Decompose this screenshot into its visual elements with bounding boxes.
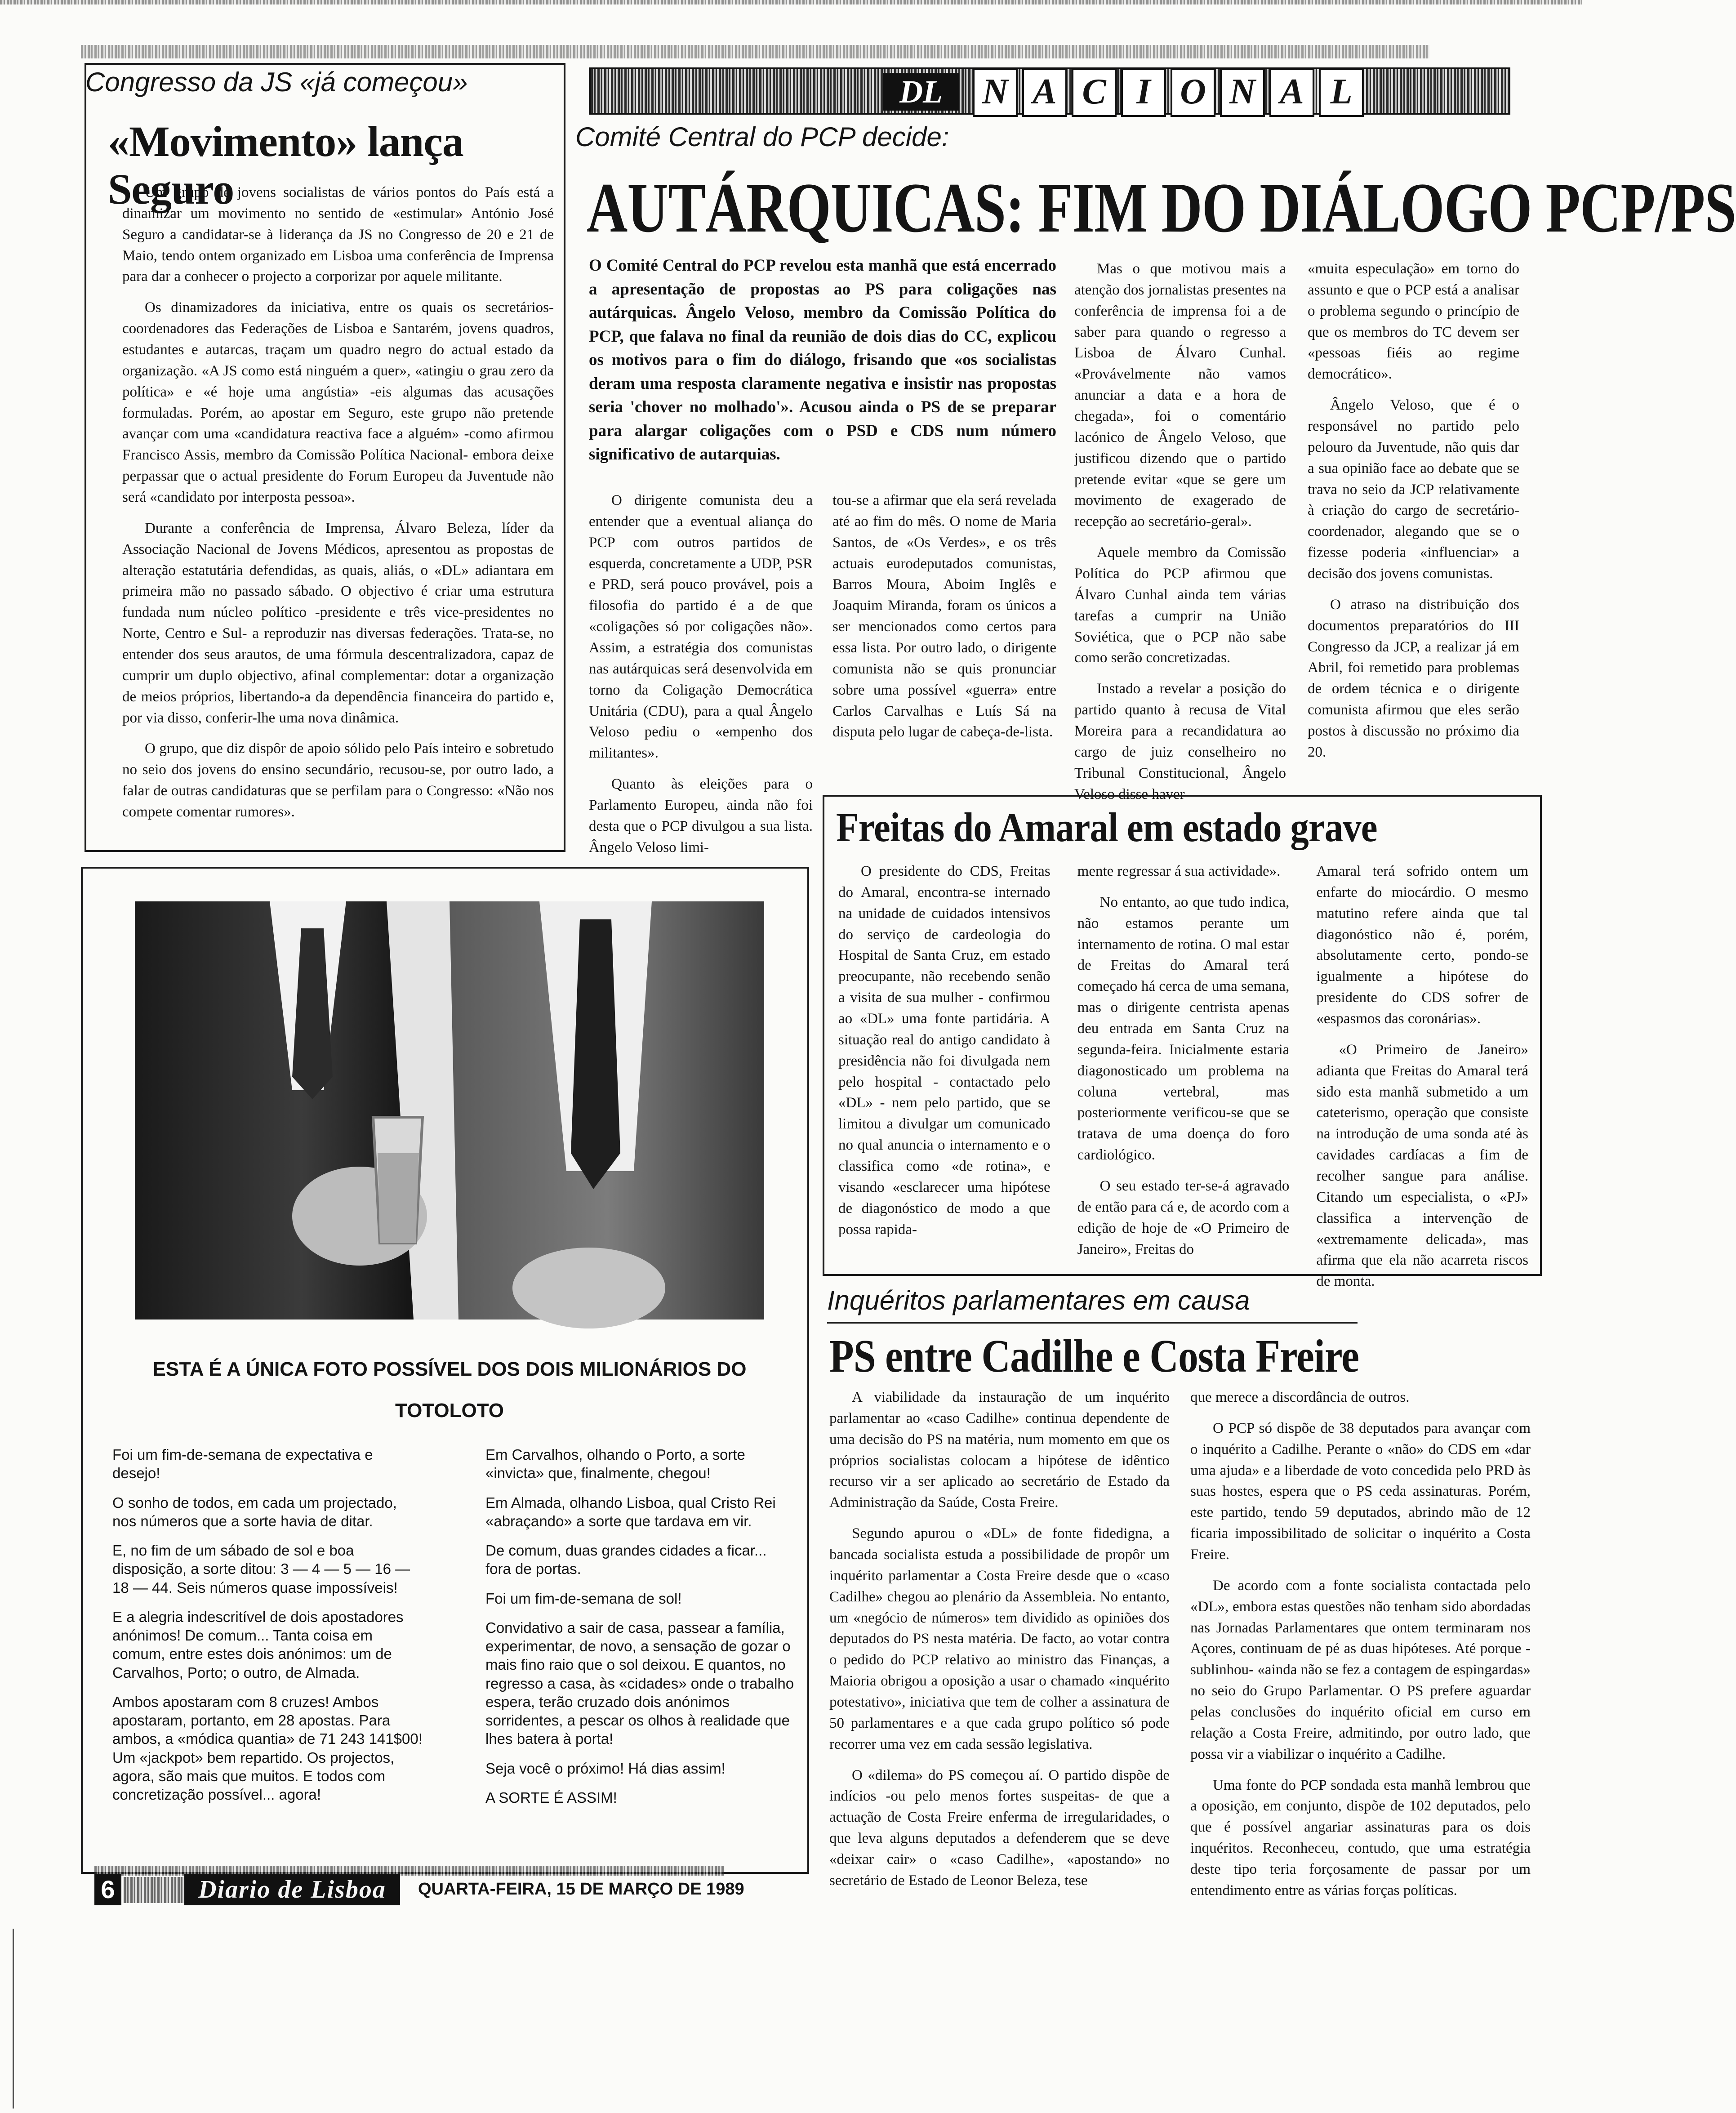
freitas-body [838, 861, 1529, 1290]
cadilhe-paragraph: que merece a discordância de outros. [1190, 1389, 1410, 1405]
js-column [122, 182, 554, 843]
pcp-paragraph: Ângelo Veloso, que é o responsável no partido pelo pelouro da Juventude, não quis dar a sua opinião face ao debate que se trava no seio da JCP relativamente à criação do cargo de secretário-coordenador, alegando que se o fizesse poderia «influenciar» a decisão dos jovens comunistas. [1308, 397, 1519, 582]
totoloto-line: O sonho de todos, em cada um projectado, nos números que a sorte havia de ditar. [112, 1494, 397, 1529]
freitas-paragraph: No entanto, ao que tudo indica, não estamos perante um internamento de rotina. O mal estar de Freitas do Amaral terá começado há cerca de uma semana, mas o dirigente centrista apenas deu entrada em Santa Cruz na segunda-feira. Inicialmente estaria diagonosticado um problema na coluna vertebral, mas posteriormente verificou-se que se tratava de uma doença do foro cardiológico. [1077, 894, 1290, 1163]
pcp-body-right [1074, 259, 1519, 802]
cadilhe-paragraph: Segundo apurou o «DL» de fonte fidedigna, a bancada socialista estuda a possibilidade de propôr um inquérito parlamentar a Costa Freire desde que o «caso Cadilhe» chegou ao plenário da Assembleia. No entanto, um «negócio de números» tem dividido as opiniões dos deputados do PS nesta matéria. De facto, ao votar contra o pedido do PCP relativo ao ministro das Finanças, a Maioria obrigou a oposição a usar o chamado «inquérito potestativo», iniciativa que tem de colher a assinatura de 50 parlamentares e a que cada grupo político só pode recorrer uma vez em cada sessão legislativa. [829, 1525, 1170, 1752]
totoloto-line: E, no fim de um sábado de sol e boa disposição, a sorte ditou: 3 — 4 — 5 — 16 — 18 — 44. Seis números quase impossíveis! [112, 1542, 410, 1596]
freitas-column [838, 861, 1051, 1266]
pcp-column [1308, 259, 1519, 789]
section-letter: N [1220, 68, 1265, 117]
js-headline: «Movimento» lança Seguro [108, 117, 463, 213]
totoloto-column-left [112, 1445, 423, 1859]
js-kicker: Congresso da JS «já começou» [85, 67, 468, 97]
freitas-paragraph: O seu estado ter-se-á agravado de então para cá e, de acordo com a edição de hoje de «O Primeiro de Janeiro», Freitas do [1077, 1178, 1290, 1257]
pcp-column [589, 490, 813, 863]
totoloto-line: Foi um fim-de-semana de expectativa e desejo! [112, 1446, 373, 1482]
js-body [122, 182, 554, 843]
cadilhe-paragraph: Uma fonte do PCP sondada esta manhã lembrou que a oposição, em conjunto, dispõe de 102 deputados, pelo que é possível angariar assinaturas para os dois inquéritos. Reconheceu, contudo, que uma estratégia deste tipo teria forçosamente de passar por um entendimento entre as várias forças políticas. [1190, 1777, 1531, 1899]
pcp-paragraph: tou-se a afirmar que ela será revelada até ao fim do mês. O nome de Maria Santos, de «Os Verdes», e os três actuais eurodeputados comunistas, Barros Moura, Aboim Inglês e Joaquim Miranda, foram os únicos a ser mencionados como certos para essa lista. Por outro lado, o dirigente comunista não se quis pronunciar sobre uma possível «guerra» entre Carlos Carvalhas e Luís Sá na disputa pelo lugar de cabeça-de-lista. [832, 492, 1056, 740]
photo-svg [135, 901, 764, 1320]
cadilhe-paragraph: A viabilidade da instauração de um inquérito parlamentar ao «caso Cadilhe» continua dependente de uma decisão do PS na matéria, num momento em que os próprios socialistas colocam a hipótese de idêntico recurso vir a ser aplicado ao secretário de Estado da Administração da Saúde, Costa Freire. [829, 1389, 1170, 1511]
cadilhe-column [829, 1387, 1170, 1897]
section-letter: L [1319, 68, 1364, 117]
pcp-column [1074, 259, 1286, 802]
millionaires-photo [135, 901, 764, 1320]
pcp-paragraph: Mas o que motivou mais a atenção dos jornalistas presentes na conferência de imprensa foi a de saber para quando o regresso a Lisboa de Álvaro Cunhal. «Provávelmente não vamos anunciar a data e a hora de chegada», foi o comentário lacónico de Ângelo Veloso, que justificou dizendo que o partido pretende evitar «que se gere um movimento de exagerado de recepção ao secretário-geral». [1074, 261, 1286, 530]
totoloto-text [112, 1445, 796, 1859]
cadilhe-paragraph: De acordo com a fonte socialista contactada pelo «DL», embora estas questões não tenham sido abordadas nas Jornadas Parlamentares que ontem terminaram nos Açores, continuam de pé as duas hipóteses. Até porque -sublinhou- «ainda não se fez a contagem de espingardas» no seio do Grupo Parlamentar. O PS prefere aguardar pelas conclusões do inquérito oficial em curso em relação a Costa Freire, admitindo, por outro lado, que possa vir a viabilizar o inquérito a Cadilhe. [1190, 1577, 1531, 1762]
footer-paper-name: Diario de Lisboa [184, 1874, 400, 1905]
section-letter: N [973, 68, 1018, 117]
pcp-paragraph: «muita especulação» em torno do assunto e que o PCP está a analisar o problema segundo o princípio de que os membros do TC devem ser «pessoas fiéis ao regime democrático». [1308, 261, 1519, 383]
totoloto-line: Seja você o próximo! Há dias assim! [485, 1760, 726, 1777]
js-paragraph: Durante a conferência de Imprensa, Álvaro Beleza, líder da Associação Nacional de Jovens Médicos, apresentou as propostas de alteração estatutária defendidas, as quais, aliás, o «DL» adiantara em primeira mão no passado sábado. O objectivo é criar uma estrutura fundada num núcleo político -presidente e três vice-presidentes no Norte, Centro e Sul- a reproduzir nas diversas federações. Trata-se, no entender dos seus arautos, de uma fórmula descentralizadora, capaz de cumprir um duplo objectivo, afinal complementar: dotar a organização de meios próprios, libertando-a da dependência financeira do partido e, por via disso, conferir-lhe uma nova dinâmica. [122, 520, 554, 726]
freitas-column [1316, 861, 1529, 1290]
cadilhe-paragraph: O PCP só dispõe de 38 deputados para avançar com o inquérito a Cadilhe. Perante o «não» do CDS em «dar uma ajuda» e a liberdade de voto concedida pelo PRD às suas hostes, espera que o PS ceda assinaturas. Porém, este partido, tendo 59 deputados, abrindo mão de 12 ficaria impossibilitado de solicitar o inquérito a Costa Freire. [1190, 1420, 1531, 1563]
totoloto-line: Ambos apostaram com 8 cruzes! Ambos apostaram, portanto, em 28 apostas. Para ambos, a «módica quantia» de 71 243 141$00! Um «jackpot» bem repartido. Os projectos, agora, são mais que muitos. E todos com concretização possível... agora! [112, 1693, 423, 1803]
pcp-paragraph: Instado a revelar a posição do partido quanto à recusa de Vital Moreira para a recandidatura ao cargo de juiz conselheiro no Tribunal Constitucional, Ângelo Veloso disse haver [1074, 681, 1286, 802]
footer-page-number: 6 [94, 1874, 121, 1905]
scan-margin-line [13, 1929, 14, 2109]
freitas-paragraph: Amaral terá sofrido ontem um enfarte do miocárdio. O mesmo matutino refere ainda que tal diagonóstico não é, porém, absolutamente certo, pondo-se igualmente a hipótese do presidente do CDS sofrer de «espasmos das coronárias». [1316, 863, 1529, 1027]
totoloto-line: Convidativo a sair de casa, passear a família, experimentar, de novo, a sensação de gozar o mais fino raio que o sol deixou. E quantos, no regresso a casa, às «cidades» onde o trabalho espera, terão cruzado dois anónimos sorridentes, a pescar os olhos à realidade que lhes batera à porta! [485, 1619, 794, 1747]
totoloto-line: Em Almada, olhando Lisboa, qual Cristo Rei «abraçando» a sorte que tardava em vir. [485, 1494, 776, 1529]
cadilhe-kicker-rule [827, 1322, 1358, 1324]
js-paragraph: O grupo, que diz dispôr de apoio sólido pelo País inteiro e sobretudo no seio dos jovens do ensino secundário, recusou-se, por outro lado, a falar de outras candidaturas que se perfilam para o Congresso: «Não nos compete comentar rumores». [122, 740, 554, 820]
top-dotted-rule [81, 45, 1429, 58]
freitas-paragraph: mente regressar á sua actividade». [1077, 863, 1281, 879]
dl-logo: DL [883, 73, 959, 111]
pcp-paragraph: Aquele membro da Comissão Política do PCP afirmou que Álvaro Cunhal ainda tem várias tarefas a cumprir na União Soviética, que o PCP não sabe como serão concretizadas. [1074, 544, 1286, 666]
totoloto-line: E a alegria indescritível de dois apostadores anónimos! De comum... Tanta coisa em comum, entre estes dois anónimos: um de Carvalhos, Porto; o outro, de Almada. [112, 1608, 404, 1681]
totoloto-line: A SORTE É ASSIM! [485, 1789, 617, 1806]
section-letter: O [1171, 68, 1215, 117]
cadilhe-column [1190, 1387, 1531, 1897]
totoloto-line: De comum, duas grandes cidades a ficar... fora de portas. [485, 1542, 767, 1578]
pcp-paragraph: O atraso na distribuição dos documentos preparatórios do III Congresso da JCP, a realizar já em Abril, foi remetido para problemas de ordem técnica e o dirigente comunista afirmou que eles serão postos à discussão no próximo dia 20. [1308, 596, 1519, 760]
pcp-headline: AUTÁRQUICAS: FIM DO DIÁLOGO PCP/PS [587, 169, 1736, 247]
freitas-paragraph: «O Primeiro de Janeiro» adianta que Freitas do Amaral terá sido esta manhã submetido a um cateterismo, operação que consiste na introdução de uma sonda até às cavidades cardíacas a fim de recolher sangue para análise. Citando um especialista, o «PJ» classifica a intervenção de «extremamente delicada», mas afirma que ela não acarreta riscos de monta. [1316, 1041, 1529, 1290]
top-edge [0, 0, 1582, 4]
section-letter: A [1269, 68, 1314, 117]
pcp-lead: O Comité Central do PCP revelou esta manhã que está encerrado a apresentação de propostas ao PS para coligações nas autárquicas. Ângelo Veloso, membro da Comissão Política do PCP, que falava no final da reunião de dois dias do CC, explicou os motivos para o fim do diálogo, frisando que «os socialistas deram uma resposta claramente negativa e insistir nas propostas seria 'chover no molhado'». Acusou ainda o PS de se preparar para alargar coligações com o PSD e CDS num número significativo de autarquias. [589, 256, 1056, 464]
totoloto-line: Foi um fim-de-semana de sol! [485, 1590, 682, 1607]
js-paragraph: Os dinamizadores da iniciativa, entre os quais os secretários-coordenadores das Federações de Lisboa e Santarém, jovens quadros, estudantes e autarcas, traçam um quadro negro do actual estado da organização. «A JS como está ninguém a quer», «atingiu o grau zero da política» e «é hoje uma angústia» -eis algumas das acusações formuladas. Porém, ao apostar em Seguro, este grupo não pretende avançar com uma «candidatura reactiva face a alguém» -como afirmou Francisco Assis, membro da Comissão Política Nacional- embora deixe perpassar que o actual presidente do Forum Europeu da Juventude não será «candidato por interposta pessoa». [122, 299, 554, 506]
footer-date: QUARTA-FEIRA, 15 DE MARÇO DE 1989 [418, 1880, 744, 1899]
section-letter: A [1022, 68, 1067, 117]
cadilhe-kicker: Inquéritos parlamentares em causa [827, 1285, 1250, 1315]
cadilhe-paragraph: O «dilema» do PS começou aí. O partido dispõe de indícios -ou pelo menos fortes suspeitas- de que a actuação de Costa Freire enferma de irregularidades, o que leva alguns deputados a defenderem que se deve «deixar cair» o «caso Cadilhe», «apostando» no secretário de Estado de Leonor Beleza, tese [829, 1767, 1170, 1889]
totoloto-column-right [485, 1445, 796, 1859]
section-masthead [589, 67, 1510, 115]
pcp-kicker: Comité Central do PCP decide: [575, 122, 949, 152]
totoloto-line: Em Carvalhos, olhando o Porto, a sorte «invicta» que, finalmente, chegou! [485, 1446, 745, 1482]
freitas-column [1077, 861, 1290, 1266]
section-title [973, 68, 1368, 117]
pcp-paragraph: O dirigente comunista deu a entender que a eventual aliança do PCP com outros partidos de esquerda, concretamente a UDP, PSR e PRD, será pouco provável, pois a filosofia do partido é a de que «coligações só por coligações não». Assim, a estratégia dos comunistas nas autárquicas será desenvolvida em torno da Coligação Democrática Unitária (CDU), para a qual Ângelo Veloso pediu o «empenho dos militantes». [589, 492, 813, 762]
js-paragraph: Um grupo de jovens socialistas de vários pontos do País está a dinamizar um movimento no sentido de «estimular» António José Seguro a candidatar-se à liderança da JS no Congresso de 20 e 21 de Maio, tendo ontem organizado em Lisboa uma conferência de Imprensa para dar a conhecer o projecto a corporizar por aquele militante. [122, 184, 554, 285]
photo-caption: ESTA É A ÚNICA FOTO POSSÍVEL DOS DOIS MILIONÁRIOS DO TOTOLOTO [152, 1358, 747, 1422]
cadilhe-headline: PS entre Cadilhe e Costa Freire [829, 1330, 1359, 1382]
freitas-paragraph: O presidente do CDS, Freitas do Amaral, encontra-se internado na unidade de cuidados intensivos do serviço de cardeologia do Hospital de Santa Cruz, em estado preocupante, não recebendo senão a visita de sua mulher - confirmou ao «DL» uma fonte partidária. A situação real do antigo candidato à presidência não foi divulgada nem pelo hospital - contactado pelo «DL» - nem pelo partido, que se limitou a divulgar um comunicado no qual anuncia o internamento e o classifica como «de rotina», e visando «esclarecer uma hipótese de diagonóstico de modo a que possa rapida- [838, 863, 1051, 1238]
section-letter: C [1072, 68, 1117, 117]
section-letter: I [1121, 68, 1166, 117]
freitas-headline: Freitas do Amaral em estado grave [836, 804, 1377, 850]
cadilhe-body [829, 1387, 1531, 1897]
pcp-paragraph: Quanto às eleições para o Parlamento Europeu, ainda não foi desta que o PCP divulgou a sua lista. Ângelo Veloso limi- [589, 776, 813, 856]
